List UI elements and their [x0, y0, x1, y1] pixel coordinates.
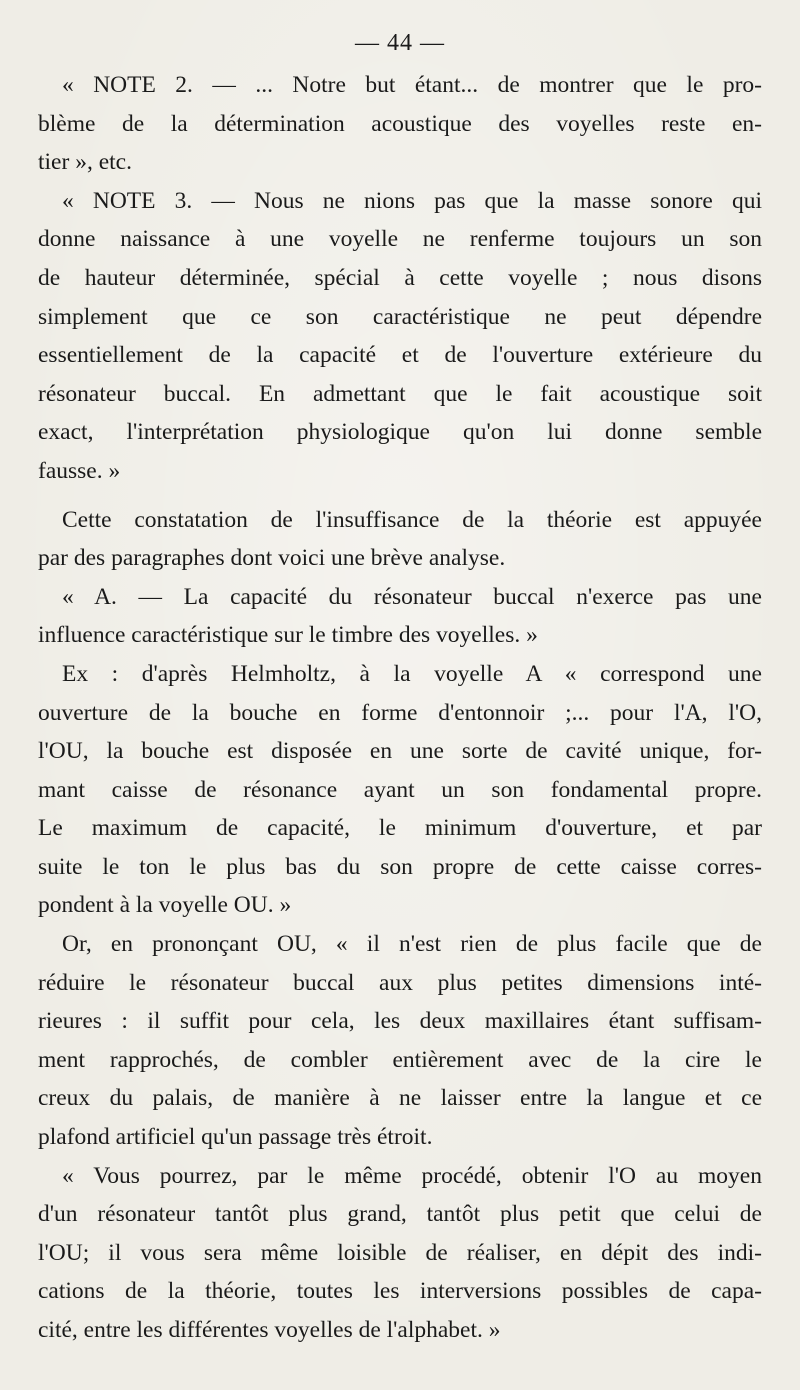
text-line: l'OU, la bouche est disposée en une sorte de cavité unique, for- [38, 738, 762, 765]
text-line: influence caractéristique sur le timbre des voyelles. » [38, 622, 538, 649]
text-line: cité, entre les différentes voyelles de l'alphabet. » [38, 1317, 501, 1343]
text-line: cations de la théorie, toutes les interversions possibles de capa- [38, 1278, 762, 1305]
text-line: Or, en prononçant OU, « il n'est rien de plus facile que de [62, 931, 762, 958]
paragraph-gap [38, 491, 762, 501]
section-a [38, 578, 762, 655]
text-line: rieures : il suffit pour cela, les deux maxillaires étant suffisam- [38, 1008, 762, 1035]
text-line: par des paragraphes dont voici une brève analyse. [38, 545, 506, 572]
text-line: simplement que ce son caractéristique ne peut dépendre [38, 303, 762, 330]
text-line: tier », etc. [38, 149, 132, 176]
text-line: blème de la détermination acoustique des voyelles reste en- [38, 110, 762, 137]
text-line: creux du palais, de manière à ne laisser entre la langue et ce [38, 1085, 762, 1112]
page-body [38, 66, 762, 1350]
text-line: donne naissance à une voyelle ne renferme toujours un son [38, 226, 762, 253]
text-line: Le maximum de capacité, le minimum d'ouverture, et par [38, 815, 762, 842]
text-line: d'un résonateur tantôt plus grand, tantôt plus petit que celui de [38, 1201, 762, 1228]
text-line: plafond artificiel qu'un passage très étroit. [38, 1124, 433, 1151]
text-line: ouverture de la bouche en forme d'entonnoir ;... pour l'A, l'O, [38, 699, 762, 726]
text-line: exact, l'interprétation physiologique qu'on lui donne semble [38, 419, 762, 446]
paragraph-vous [38, 1157, 762, 1350]
note-3 [38, 182, 762, 491]
text-line: de hauteur déterminée, spécial à cette voyelle ; nous disons [38, 264, 762, 291]
paragraph-ex [38, 655, 762, 925]
text-line: essentiellement de la capacité et de l'ouverture extérieure du [38, 342, 762, 369]
paragraph-or [38, 925, 762, 1157]
text-line: l'OU; il vous sera même loisible de réaliser, en dépit des indi- [38, 1239, 762, 1266]
paragraph-constatation [38, 501, 762, 578]
text-line: réduire le résonateur buccal aux plus petites dimensions inté- [38, 969, 762, 996]
text-line: « NOTE 3. — Nous ne nions pas que la masse sonore qui [62, 187, 762, 214]
text-line: « A. — La capacité du résonateur buccal n'exerce pas une [62, 583, 762, 610]
text-line: pondent à la voyelle OU. » [38, 892, 292, 919]
text-line: « Vous pourrez, par le même procédé, obtenir l'O au moyen [62, 1162, 762, 1189]
text-line: Ex : d'après Helmholtz, à la voyelle A « correspond une [62, 660, 762, 687]
text-line: Cette constatation de l'insuffisance de la théorie est appuyée [62, 506, 762, 533]
text-line: fausse. » [38, 457, 121, 484]
text-line: « NOTE 2. — ... Notre but étant... de montrer que le pro- [62, 72, 762, 98]
text-line: mant caisse de résonance ayant un son fondamental propre. [38, 776, 762, 803]
text-line: résonateur buccal. En admettant que le fait acoustique soit [38, 380, 762, 407]
text-line: ment rapprochés, de combler entièrement avec de la cire le [38, 1046, 762, 1073]
note-2 [38, 66, 762, 182]
text-line: suite le ton le plus bas du son propre de cette caisse corres- [38, 853, 762, 880]
page-number: — 44 — [355, 30, 445, 56]
